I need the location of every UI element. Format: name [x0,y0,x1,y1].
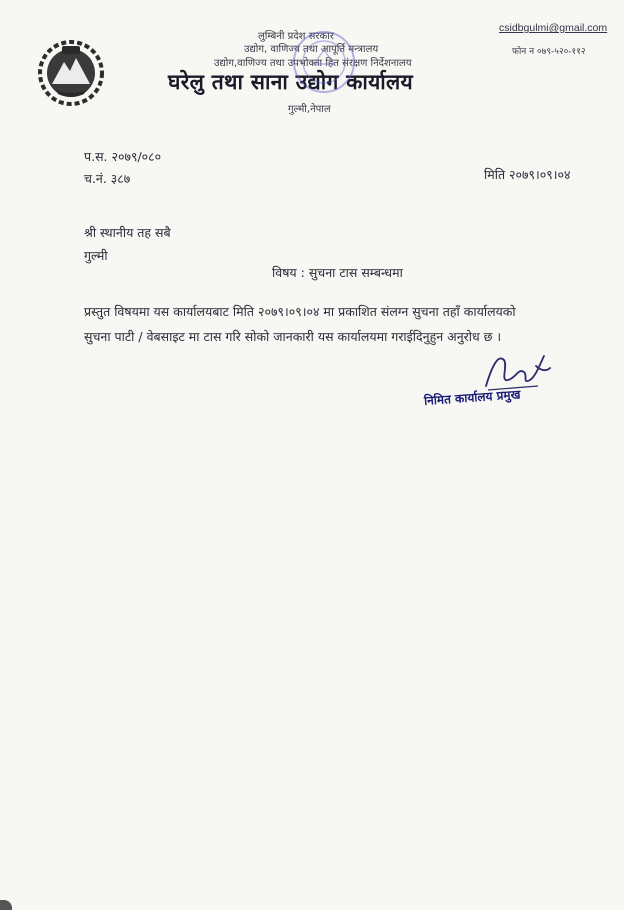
letterhead-office-name: घरेलु तथा साना उद्योग कार्यालय [168,70,414,94]
dispatch-number: च.नं. ३८७ [84,171,131,186]
nepal-emblem-icon [36,38,106,108]
letterhead-province: लुम्बिनी प्रदेश सरकार [258,31,334,42]
email-link[interactable]: csidbgulmi@gmail.com [499,22,608,34]
office-stamp-icon [286,24,362,100]
page-corner [0,900,12,910]
letterhead-place: गुल्मी,नेपाल [288,104,331,115]
body-line-1: प्रस्तुत विषयमा यस कार्यालयबाट मिति २०७९।०९।०४ मा प्रकाशित संलग्न सुचना तहाँ कार्यालयको [84,304,516,319]
recipient: श्री स्थानीय तह सबै [84,225,171,240]
letter-date: मिति २०७९।०९।०४ [484,167,571,182]
signer-title: निमित कार्यालय प्रमुख [423,387,521,408]
phone-number: फोन न ०७९-५२०-११२ [512,47,586,57]
letterhead-ministry: उद्योग, वाणिज्य तथा आपूर्ति मन्त्रालय [244,44,379,55]
body-line-2: सुचना पाटी / वेबसाइट मा टास गरि सोको जानकारी यस कार्यालयमा गराईदिनुहुन अनुरोध छ । [84,329,502,344]
recipient-place: गुल्मी [84,248,108,263]
reference-number: प.स. २०७९/०८० [84,149,162,164]
subject-line: विषय : सुचना टास सम्बन्धमा [272,265,403,280]
letterhead-directorate: उद्योग,वाणिज्य तथा उपभोक्ता हित संरक्षण निर्देशनालय [214,58,412,69]
